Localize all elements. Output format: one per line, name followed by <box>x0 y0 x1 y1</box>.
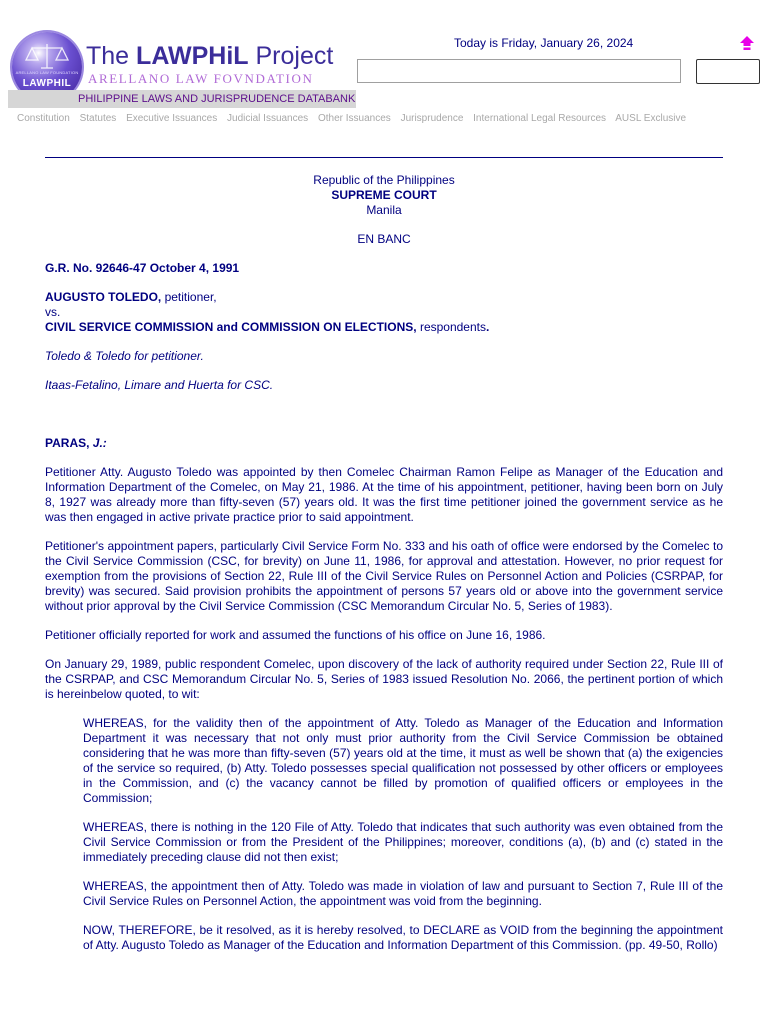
court-location: Manila <box>366 203 402 217</box>
division: EN BANC <box>357 232 411 246</box>
quoted-clause: WHEREAS, there is nothing in the 120 File of Atty. Toledo that indicates that such authority was even obtained from the Civil Service Commission or from the President of the Philippines; moreover, conditions (a), (b) and (c) stated in the immediately preceding clause did not then exist; <box>83 820 723 864</box>
ponente-name: PARAS, <box>45 436 90 450</box>
ponente <box>45 436 723 451</box>
seal-main-text: LAWPHIL <box>22 78 72 89</box>
respondent-line <box>45 320 723 335</box>
petitioner-name: AUGUSTO TOLEDO, <box>45 290 162 304</box>
site-tagline: PHILIPPINE LAWS AND JURISPRUDENCE DATABANK <box>78 93 356 105</box>
case-parties <box>45 290 723 335</box>
court-name: SUPREME COURT <box>331 188 437 202</box>
nav-item-other-issuances[interactable]: Other Issuances <box>317 113 391 124</box>
nav-item-international-legal-resources[interactable]: International Legal Resources <box>473 113 607 124</box>
paragraph: Petitioner Atty. Augusto Toledo was appointed by then Comelec Chairman Ramon Felipe as Manager of the Education and Information Department of the Comelec, on May 21, 1986. At the time of his appointment, petitioner, having been born on July 8, 1927 was already more than fifty-seven (57) years old. It was the first time petitioner joined the government service as he was then engaged in active private practice prior to said appointment. <box>45 465 723 524</box>
paragraph: Petitioner officially reported for work and assumed the functions of his office on June 16, 1986. <box>45 628 546 642</box>
site-title-the: The <box>86 42 130 70</box>
court-republic: Republic of the Philippines <box>313 173 455 187</box>
quoted-clause: WHEREAS, the appointment then of Atty. Toledo was made in violation of law and pursuant to Section 7, Rule III of the Civil Service Rules on Personnel Action, the appointment was void from the beginning. <box>83 879 723 908</box>
site-subtitle: ARELLANO LAW FOVNDATION <box>88 71 314 86</box>
search-button[interactable] <box>696 59 760 84</box>
search-input[interactable] <box>357 59 681 83</box>
respondent-period: . <box>486 320 490 334</box>
paragraph: Petitioner's appointment papers, particularly Civil Service Form No. 333 and his oath of office were endorsed by the Comelec to the Civil Service Commission (CSC, for brevity) on June 11, 1986, for approval and attestation. However, no prior request for exemption from the provisions of Section 22, Rule III of the Civil Service Rules on Personnel Action and Policies (CSRPAP, for brevity) was secured. Said provision prohibits the appointment of persons 57 years old or above into the government service without prior approval by the Civil Service Commission (CSC Memorandum Circular No. 5, Series of 1983). <box>45 539 723 613</box>
nav-item-ausl-exclusive[interactable]: AUSL Exclusive <box>615 113 687 124</box>
ponente-title: J.: <box>89 436 107 450</box>
site-title-end: Project <box>255 42 334 70</box>
nav-item-statutes[interactable]: Statutes <box>79 113 117 124</box>
header-divider <box>45 157 723 158</box>
versus: vs. <box>45 305 61 319</box>
site-title-main: LAWPHiL <box>136 42 249 70</box>
seal-top-text: ARELLANO LAW FOUNDATION <box>15 70 79 75</box>
respondent-role: respondents <box>416 320 486 334</box>
counsel-respondent: Itaas-Fetalino, Limare and Huerta for CSC. <box>45 378 274 392</box>
petitioner-line <box>45 290 723 305</box>
current-date: Today is Friday, January 26, 2024 <box>454 36 634 50</box>
main-nav <box>17 113 693 124</box>
nav-item-executive-issuances[interactable]: Executive Issuances <box>126 113 218 124</box>
quoted-clause: WHEREAS, for the validity then of the appointment of Atty. Toledo as Manager of the Education and Information Department it was necessary that not only must prior authority from the Civil Service Commission be obtained considering that he was more than fifty-seven (57) years old at the time, it must as well be shown that (a) the exigencies of the service so required, (b) Atty. Toledo possesses special qualification not possessed by other officers or employees in the Commission, and (c) the vacancy cannot be filled by promotion of qualified officers or employees in the Commission; <box>83 716 723 805</box>
quoted-clause: NOW, THEREFORE, be it resolved, as it is hereby resolved, to DECLARE as VOID from the beginning the appointment of Atty. Augusto Toledo as Manager of the Education and Information Department of this Commission. (pp. 49-50, Rollo) <box>83 923 723 952</box>
nav-item-constitution[interactable]: Constitution <box>17 113 70 124</box>
case-number: G.R. No. 92646-47 October 4, 1991 <box>45 261 240 275</box>
home-icon[interactable] <box>739 35 755 51</box>
nav-item-judicial-issuances[interactable]: Judicial Issuances <box>227 113 309 124</box>
lawphil-logo[interactable] <box>8 32 358 110</box>
decision-document <box>45 173 723 967</box>
site-header <box>0 0 768 130</box>
site-tagline-band <box>8 90 356 108</box>
counsel-petitioner: Toledo & Toledo for petitioner. <box>45 349 204 363</box>
petitioner-role: petitioner, <box>161 290 217 304</box>
paragraph: On January 29, 1989, public respondent Comelec, upon discovery of the lack of authority required under Section 22, Rule III of the CSRPAP, and CSC Memorandum Circular No. 5, Series of 1983 issued Resolution No. 2066, the pertinent portion of which is hereinbelow quoted, to wit: <box>45 657 723 701</box>
respondent-names: CIVIL SERVICE COMMISSION and COMMISSION ON ELECTIONS, <box>45 320 417 334</box>
court-heading <box>45 173 723 218</box>
site-title <box>86 42 333 71</box>
nav-item-jurisprudence[interactable]: Jurisprudence <box>400 113 464 124</box>
